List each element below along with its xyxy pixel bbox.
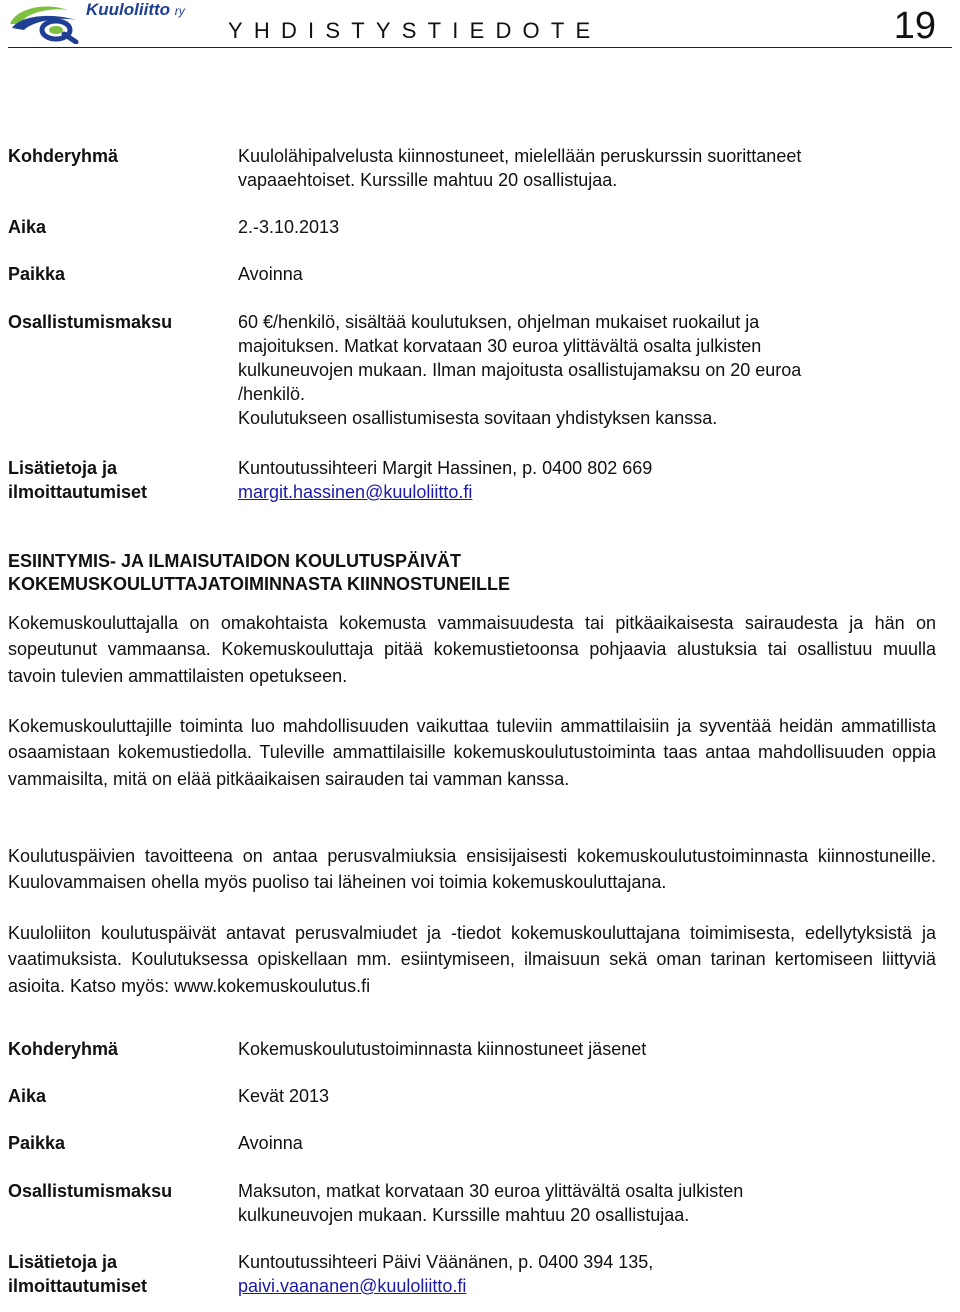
kohderyhma-label: Kohderyhmä — [8, 1039, 119, 1059]
aika-label: Aika — [8, 217, 47, 237]
maksu-line: Koulutukseen osallistumisesta sovitaan yhdistyksen kanssa. — [238, 408, 718, 428]
contact-email-link[interactable]: paivi.vaananen@kuuloliitto.fi — [238, 1276, 467, 1296]
kuuloliitto-logo — [6, 0, 206, 46]
maksu-value — [238, 1179, 928, 1227]
paikka-value: Avoinna — [238, 264, 303, 284]
logo-icon — [6, 0, 86, 44]
section-title-line: ESIINTYMIS- JA ILMAISUTAIDON KOULUTUSPÄIVÄT — [8, 551, 462, 571]
contact-person: Kuntoutussihteeri Margit Hassinen, p. 0400 802 669 — [238, 458, 653, 478]
kohderyhma-value — [238, 144, 928, 192]
contact-value — [238, 456, 928, 504]
maksu-line: Maksuton, matkat korvataan 30 euroa ylittävältä osalta julkisten — [238, 1181, 744, 1201]
page-header — [0, 0, 960, 50]
paikka-label: Paikka — [8, 1133, 66, 1153]
body-paragraph: Kuuloliiton koulutuspäivät antavat perusvalmiudet ja -tiedot kokemuskouluttajana toimimisesta, edellytyksistä ja vaatimuksista. Koulutuksessa opiskellaan mm. esiintymiseen, ilmaisuun sekä oman tarinan kertomiseen liittyviä asioita. Katso myös: www.kokemuskoulutus.fi — [8, 923, 936, 996]
body-paragraph: Koulutuspäivien tavoitteena on antaa perusvalmiuksia ensisijaisesti kokemuskoulutustoiminnasta kiinnostuneille. Kuulovammaisen ohella myös puoliso tai läheinen voi toimia kokemuskouluttajana. — [8, 846, 936, 893]
contact-value — [238, 1250, 928, 1298]
kohderyhma-label: Kohderyhmä — [8, 146, 119, 166]
maksu-line: 60 €/henkilö, sisältää koulutuksen, ohjelman mukaiset ruokailut ja — [238, 312, 760, 332]
maksu-line: /henkilö. — [238, 384, 306, 404]
contact-person: Kuntoutussihteeri Päivi Väänänen, p. 0400 394 135, — [238, 1252, 654, 1272]
maksu-label: Osallistumismaksu — [8, 1181, 173, 1201]
lisatietoja-label-line: Lisätietoja ja — [8, 458, 118, 478]
header-divider — [8, 47, 952, 48]
maksu-line: kulkuneuvojen mukaan. Kurssille mahtuu 20 osallistujaa. — [238, 1205, 690, 1225]
logo-suffix: ry — [174, 4, 185, 18]
lisatietoja-label-line: ilmoittautumiset — [8, 482, 148, 502]
paikka-value: Avoinna — [238, 1133, 303, 1153]
body-paragraph: Kokemuskouluttajalla on omakohtaista kokemusta vammaisuudesta tai pitkäaikaisesta sairaudesta ja hän on sopeutunut vammaansa. Kokemuskouluttaja pitää kokemustietoonsa pohjaavia alustuksia tai osallistuu muulla tavoin tulevien ammattilaisten opetukseen. — [8, 613, 936, 686]
body-paragraph: Kokemuskouluttajille toiminta luo mahdollisuuden vaikuttaa tuleviin ammattilaisiin ja syventää heidän ammatillista osaamistaan kokemustiedolla. Tuleville ammattilaisille kokemuskoulutustoiminta taas antaa mahdollisuuden oppia vammaisilta, mitä on elää pitkäaikaisen sairauden tai vamman kanssa. — [8, 716, 936, 789]
aika-value: 2.-3.10.2013 — [238, 217, 340, 237]
lisatietoja-label — [8, 1250, 147, 1298]
page-number: 19 — [893, 5, 936, 47]
maksu-line: kulkuneuvojen mukaan. Ilman majoitusta osallistujamaksu on 20 euroa — [238, 360, 802, 380]
section-title-line: KOKEMUSKOULUTTAJATOIMINNASTA KIINNOSTUNEILLE — [8, 574, 510, 594]
kohderyhma-line: vapaaehtoiset. Kurssille mahtuu 20 osallistujaa. — [238, 170, 618, 190]
aika-label: Aika — [8, 1086, 47, 1106]
aika-value: Kevät 2013 — [238, 1086, 330, 1106]
lisatietoja-label-line: Lisätietoja ja — [8, 1252, 118, 1272]
maksu-line: majoituksen. Matkat korvataan 30 euroa ylittävältä osalta julkisten — [238, 336, 762, 356]
lisatietoja-label — [8, 456, 147, 504]
logo-name: Kuuloliitto — [86, 0, 171, 19]
kohderyhma-value: Kokemuskoulutustoiminnasta kiinnostuneet jäsenet — [238, 1039, 647, 1059]
paikka-label: Paikka — [8, 264, 66, 284]
section-title — [8, 550, 510, 596]
maksu-label: Osallistumismaksu — [8, 312, 173, 332]
maksu-value — [238, 310, 928, 430]
publication-tagline: YHDISTYSTIEDOTE — [228, 18, 602, 43]
contact-email-link[interactable]: margit.hassinen@kuuloliitto.fi — [238, 482, 473, 502]
lisatietoja-label-line: ilmoittautumiset — [8, 1276, 148, 1296]
kohderyhma-line: Kuulolähipalvelusta kiinnostuneet, mielellään peruskurssin suorittaneet — [238, 146, 802, 166]
